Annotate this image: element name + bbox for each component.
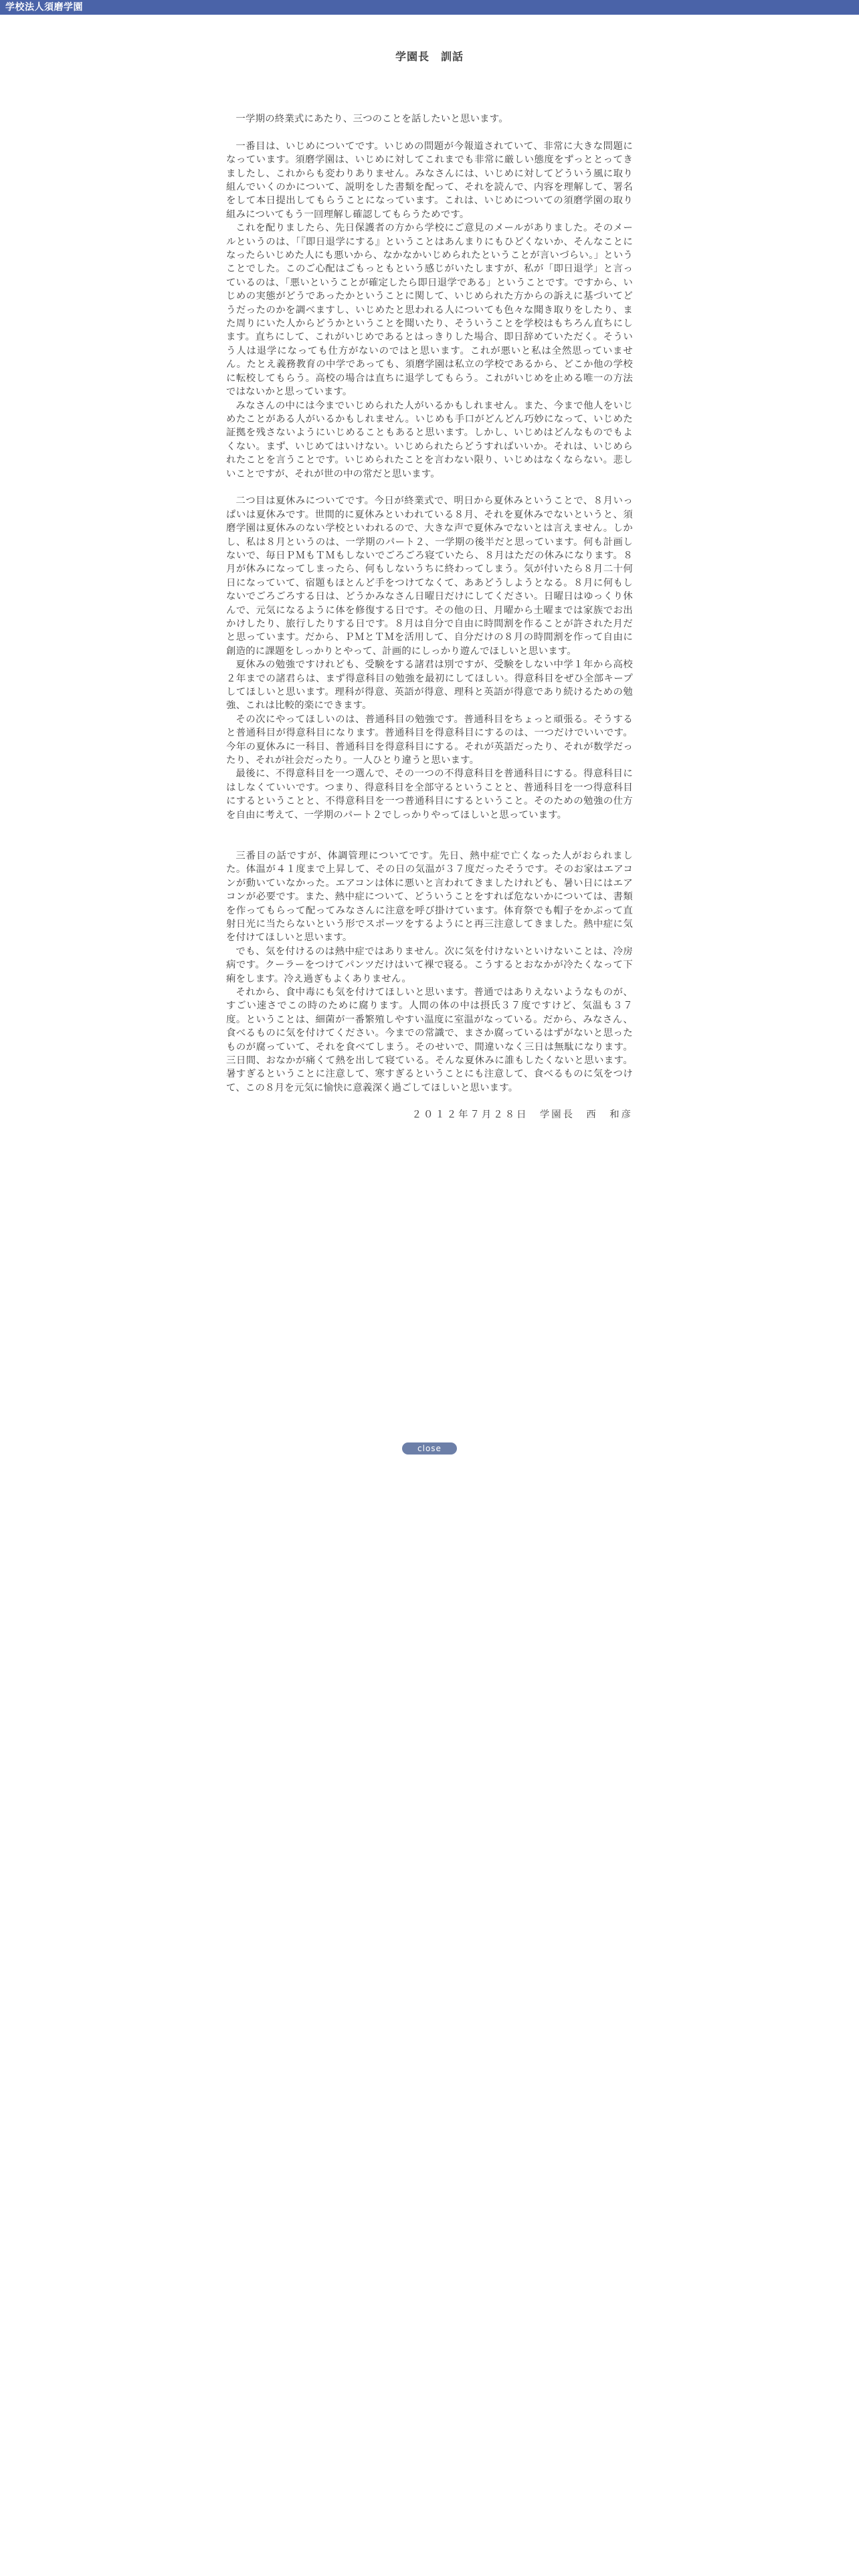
speech-body (226, 112, 633, 1122)
page-title: 学園長 訓話 (395, 50, 464, 63)
speech-paragraph: 一学期の終業式にあたり、三つのことを話したいと思います。 (235, 114, 508, 124)
speech-paragraph: 一番目は、いじめについてです。いじめの問題が今報道されていて、非常に大きな問題になっています。須磨学園は、いじめに対してこれまでも非常に厳しい態度をずっととってきましたし、これからも変わりありません。みなさんには、いじめに対してどういう風に取り組んでいくのかについて、説明をした書類を配って、それを読んで、内容を理解して、署名をして本日提出してもらうことになっています。これは、いじめについての須磨学園の取り組みについてもう一回理解し確認してもらうためです。 (226, 140, 633, 220)
speech-paragraph: みなさんの中には今までいじめられた人がいるかもしれません。また、今まで他人をいじめたことがある人がいるかもしれません。いじめも手口がどんどん巧妙になって、いじめた証拠を残さないようにいじめることもあると思います。しかし、いじめはどんなものでもよくない。まず、いじめてはいけない。いじめられたらどうすればいいか。それは、いじめられたことを言うことです。いじめられたことを言わない限り、いじめはなくならない。悲しいことですが、それが世の中の常だと思います。 (226, 400, 633, 479)
paragraph-spacer (226, 481, 633, 494)
close-button[interactable]: close (402, 1442, 457, 1455)
speech-paragraph: 最後に、不得意科目を一つ選んで、その一つの不得意科目を普通科目にする。得意科目にはしなくていいです。つまり、得意科目を全部守るということと、普通科目を一つ得意科目にするということと、不得意科目を一つ普通科目にするということ。そのための勉強の仕方を自由に考えて、一学期のパート２でしっかりやってほしいと思っています。 (226, 768, 633, 821)
paragraph-spacer (226, 835, 633, 849)
speech-paragraph: これを配りましたら、先日保護者の方から学校にご意見のメールがありました。そのメールというのは、「『即日退学にする』ということはあんまりにもひどくないか、そんなことになったらいじめた人にも悪いから、なかなかいじめられたということが言いづらい。」ということでした。このご心配はごもっともという感じがいたしますが、私が「即日退学」と言っているのは、「悪いということが確定したら即日退学である」ということです。ですから、いじめの実態がどうであったかということに関して、いじめられた方からの訴えに基づいてどうだったのかを調べますし、いじめたと思われる人についても色々な聞き取りをしたり、また周りにいた人からどうかということを聞いたり、そういうことを学校はもちろん直ちにします。直ちにして、これがいじめであるとはっきりした場合、即日辞めていただく。そういう人は退学になっても仕方がないのではと思います。これが悪いと私は全然思っていません。たとえ義務教育の中学であっても、須磨学園は私立の学校であるから、どこか他の学校に転校してもらう。高校の場合は直ちに退学してもらう。これがいじめを止める唯一の方法ではないかと思っています。 (226, 223, 633, 398)
speech-paragraph: 二つ目は夏休みについてです。今日が終業式で、明日から夏休みということで、８月いっぱいは夏休みです。世間的に夏休みといわれている８月、それを夏休みでないというと、須磨学園は夏休みのない学校といわれるので、大きな声で夏休みでないとは言えません。しかし、私は８月というのは、一学期のパート２、一学期の後半だと思っています。何も計画しないで、毎日ＰＭもＴＭもしないでごろごろ寝ていたら、８月はただの休みになります。８月が休みになってしまったら、何もしないうちに終わってしまう。気が付いたら８月二十何日になっていて、宿題もほとんど手をつけてなくて、ああどうしようとなる。８月に何もしないでごろごろする日は、どうかみなさん日曜日だけにしてください。日曜日はゆっくり休んで、元気になるように体を修復する日です。その他の日、月曜から土曜までは家族でお出かけしたり、旅行したりする日です。８月は自分で自由に時間割を作ることが許された月だと思っています。だから、ＰＭとＴＭを活用して、自分だけの８月の時間割を作って自由に創造的に課題をしっかりとやって、計画的にしっかり遊んでほしいと思います。 (226, 496, 633, 657)
site-header-bar (0, 0, 859, 15)
speech-paragraph: その次にやってほしいのは、普通科目の勉強です。普通科目をちょっと頑張る。そうすると普通科目が得意科目になります。普通科目を得意科目にするのは、一つだけでいいです。今年の夏休みに一科目、普通科目を得意科目にする。それが英語だったり、それが数学だったり、それが社会だったり。一人ひとり違うと思います。 (226, 714, 633, 766)
site-name: 学校法人須磨学園 (5, 2, 83, 13)
speech-paragraph: 三番目の話ですが、体調管理についてです。先日、熱中症で亡くなった人がおられました。体温が４１度まで上昇して、その日の気温が３７度だったそうです。そのお家はエアコンが動いていなかった。エアコンは体に悪いと言われてきましたけれども、暑い日にはエアコンが必要です。また、熱中症について、どういうことをすれば危ないかについては、書類を作ってもらって配ってみなさんに注意を呼び掛けています。体育祭でも帽子をかぶって直射日光に当たらないという形でスポーツをするようにと再三注意してきました。熱中症に気を付けてほしいと思います。 (226, 850, 633, 944)
paragraph-spacer (226, 822, 633, 835)
speech-paragraph: それから、食中毒にも気を付けてほしいと思います。普通ではありえないようなものが、すごい速さでこの時のために腐ります。人間の体の中は摂氏３７度ですけど、気温も３７度。ということは、細菌が一番繁殖しやすい温度に室温がなっている。だから、みなさん、食べるものに気を付けてください。今までの常識で、まさか腐っているはずがないと思ったものが腐っていて、それを食べてしまう。そのせいで、間違いなく三日は無駄になります。三日間、おなかが痛くて熱を出して寝ている。そんな夏休みに誰もしたくないと思います。暑すぎるということに注意して、寒すぎるということにも注意して、食べるものに気をつけて、この８月を元気に愉快に意義深く過ごしてほしいと思います。 (226, 986, 633, 1093)
speech-paragraph: でも、気を付けるのは熱中症ではありません。次に気を付けないといけないことは、冷房病です。クーラーをつけてパンツだけはいて裸で寝る。こうするとおなかが冷たくなって下痢をします。冷え過ぎもよくありません。 (226, 946, 633, 984)
speech-paragraph: 夏休みの勉強ですけれども、受験をする諸君は別ですが、受験をしない中学１年から高校２年までの諸君らは、まず得意科目の勉強を最初にしてほしい。得意科目をぜひ全部キープしてほしいと思います。理科が得意、英語が得意、理科と英語が得意であり続けるための勉強、これは比較的楽にできます。 (226, 659, 633, 712)
speech-paragraphs (226, 112, 633, 1095)
signature-line: ２０１２年７月２８日 学園長 西 和彦 (411, 1109, 633, 1121)
paragraph-spacer (226, 126, 633, 139)
